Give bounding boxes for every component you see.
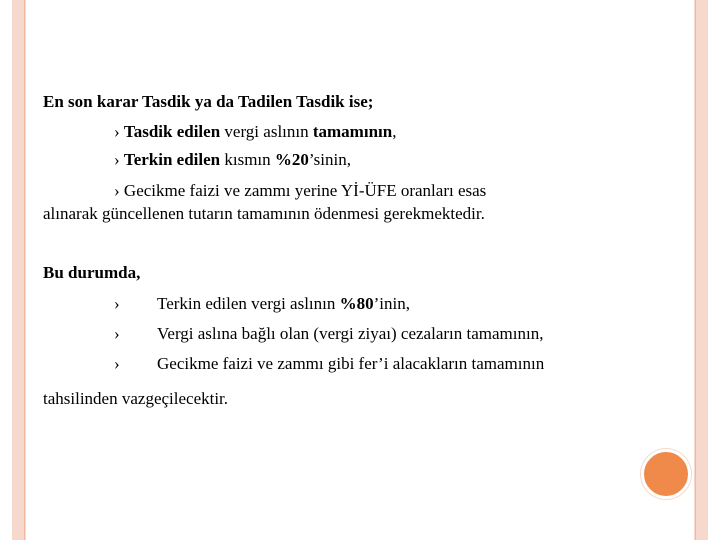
bullet-glyph: › — [114, 122, 120, 141]
item-bold: Terkin edilen — [123, 150, 221, 169]
bullet-glyph: › — [114, 150, 120, 169]
item-bold-2: %20 — [274, 150, 309, 169]
item-text: Terkin edilen vergi aslının — [157, 294, 340, 313]
block2-heading: Bu durumda, — [43, 263, 141, 282]
block1-bullet-1 — [114, 122, 396, 142]
item-bold: Tasdik edilen — [123, 122, 221, 141]
block2-bullet-glyph-2: › — [114, 324, 120, 343]
bullet-glyph: › — [114, 181, 120, 200]
block1-heading: En son karar Tasdik ya da Tadilen Tasdik ise; — [43, 92, 374, 111]
block1-bullet-3 — [114, 181, 486, 201]
block1-bullet-3-cont: alınarak güncellenen tutarın tamamının ödenmesi gerekmektedir. — [43, 204, 485, 223]
item-end: ’inin, — [373, 294, 410, 313]
block1-bullet-2 — [114, 150, 351, 170]
block2-bullet-glyph-1: › — [114, 294, 120, 313]
block2-item-3: Gecikme faizi ve zammı gibi fer’i alacakların tamamının — [157, 354, 545, 373]
block2-item-1 — [157, 294, 410, 314]
item-bold-2: tamamının — [312, 122, 393, 141]
block2-bullet-glyph-3: › — [114, 354, 120, 373]
item-text: Gecikme faizi ve zammı yerine Yİ-ÜFE oranları esas — [123, 181, 487, 200]
item-bold: %80 — [339, 294, 374, 313]
item-text: kısmın — [220, 150, 275, 169]
item-text: vergi aslının — [220, 122, 313, 141]
block2-closing: tahsilinden vazgeçilecektir. — [43, 389, 229, 408]
item-end: ’sinin, — [308, 150, 351, 169]
item-end: , — [392, 122, 397, 141]
block2-item-2: Vergi aslına bağlı olan (vergi ziyaı) cezaların tamamının, — [157, 324, 544, 343]
